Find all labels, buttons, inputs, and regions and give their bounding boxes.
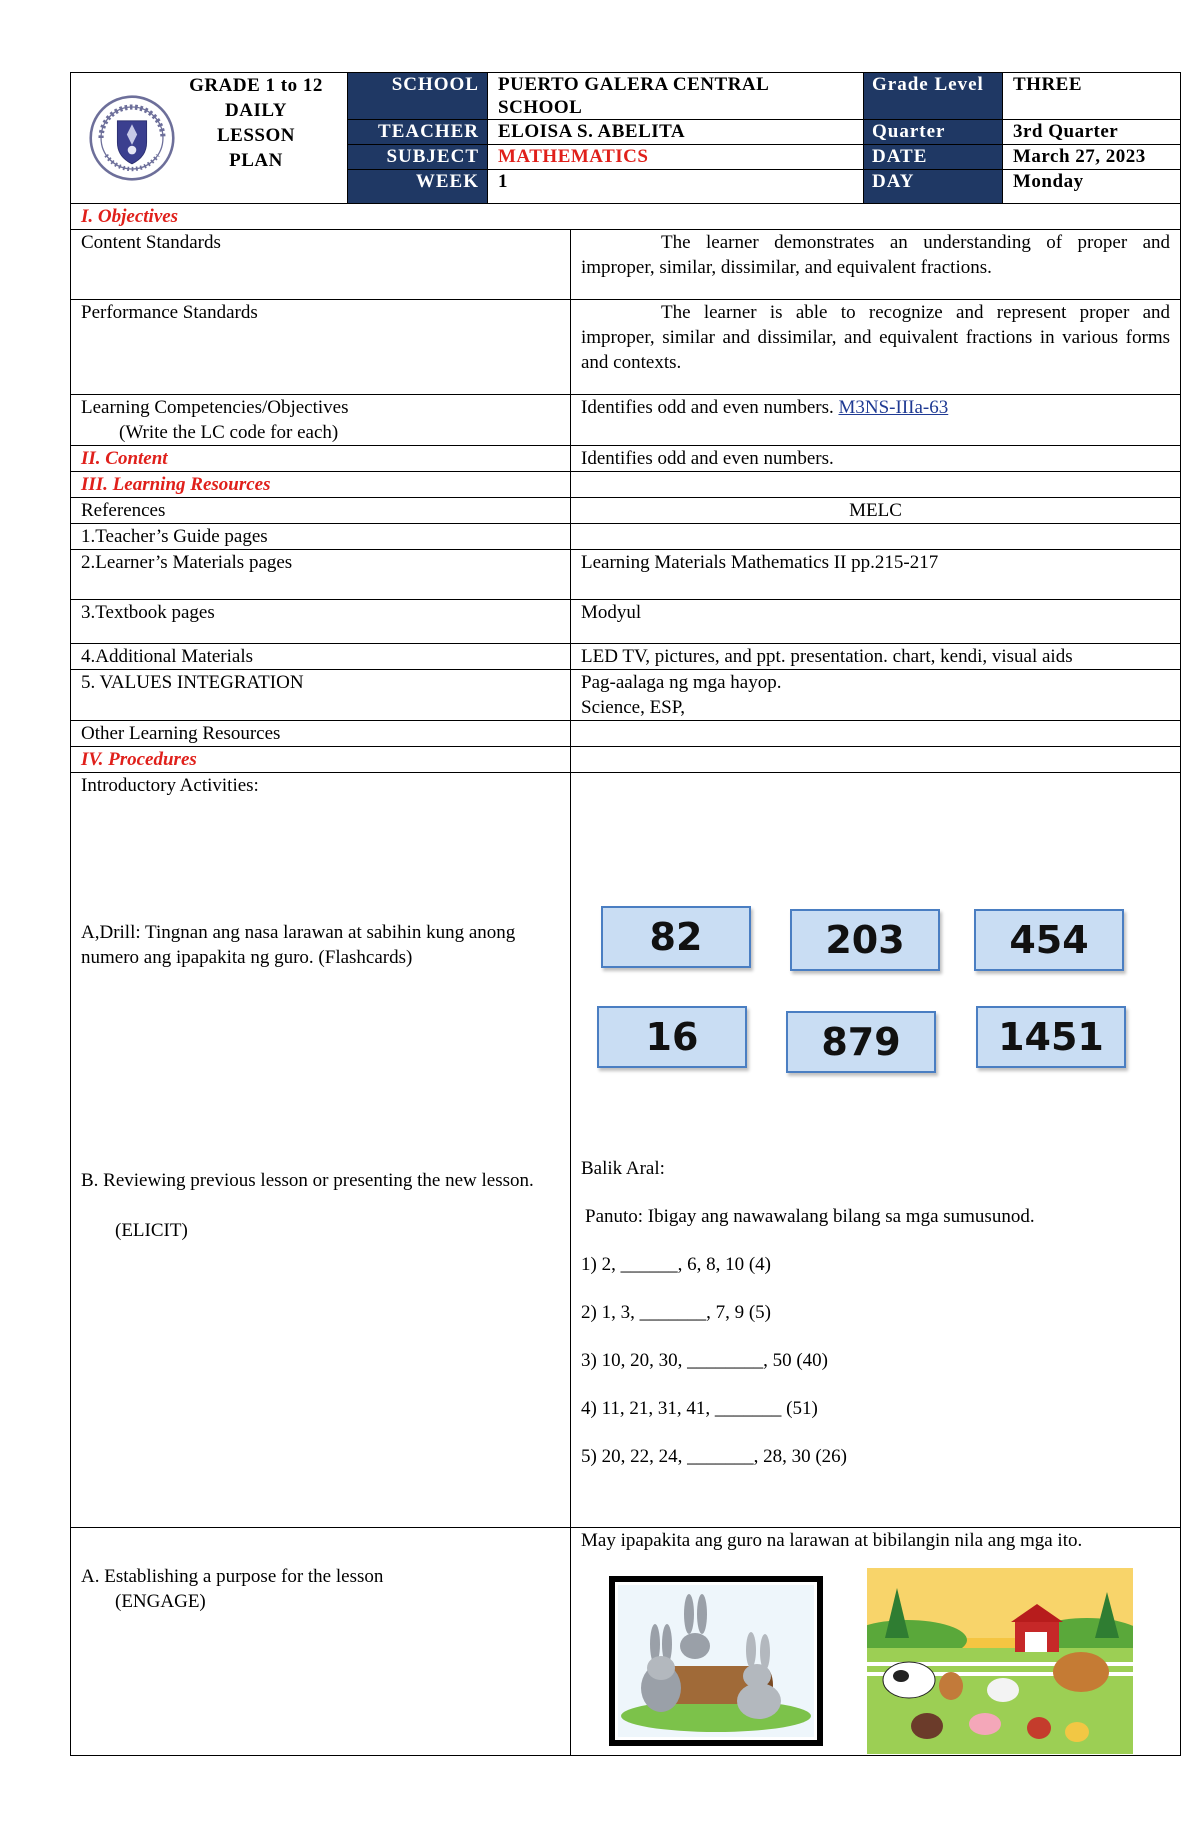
grade-level-value: THREE xyxy=(1003,73,1181,120)
procedures-right-cell xyxy=(571,773,1181,1528)
school-value: PUERTO GALERA CENTRAL SCHOOL xyxy=(488,73,864,120)
date-label: DATE xyxy=(864,145,1003,170)
subject-label: SUBJECT xyxy=(348,145,488,170)
school-label: SCHOOL xyxy=(348,73,488,120)
references-value: MELC xyxy=(571,498,1181,524)
farm-animals-picture xyxy=(867,1568,1133,1754)
quarter-label: Quarter xyxy=(864,120,1003,145)
flashcard: 879 xyxy=(786,1011,936,1073)
section-content: II. Content xyxy=(71,446,571,472)
content-standards-label: Content Standards xyxy=(71,230,571,300)
additional-materials-label: 4.Additional Materials xyxy=(71,644,571,670)
learning-competencies-label: Learning Competencies/Objectives xyxy=(81,397,349,418)
content-standards-value: The learner demonstrates an understanding of proper and improper, similar, dissimilar, and equivalent fractions. xyxy=(571,230,1181,300)
learning-competencies-value: Identifies odd and even numbers. xyxy=(581,397,839,418)
elicit-item: 3) 10, 20, 30, ________, 50 (40) xyxy=(581,1350,828,1371)
learners-materials-label: 2.Learner’s Materials pages xyxy=(71,550,571,600)
learning-competencies-cell xyxy=(71,395,571,446)
engage-value: May ipapakita ang guro na larawan at bibilangin nila ang mga ito. xyxy=(581,1530,1083,1551)
grade-level-label: Grade Level xyxy=(864,73,1003,120)
other-resources-value xyxy=(571,721,1181,747)
lesson-plan-table xyxy=(70,203,1181,1756)
values-integration-line1: Pag-aalaga ng mga hayop. xyxy=(581,672,782,693)
values-integration-line2: Science, ESP, xyxy=(581,697,685,718)
engage-left-cell xyxy=(71,1528,571,1756)
review-sub-label: (ELICIT) xyxy=(115,1220,188,1241)
subject-value: MATHEMATICS xyxy=(488,145,864,170)
plan-title: GRADE 1 to 12 DAILY LESSON PLAN xyxy=(189,75,323,171)
elicit-item: 5) 20, 22, 24, _______, 28, 30 (26) xyxy=(581,1446,847,1467)
day-label: DAY xyxy=(864,170,1003,204)
lc-code-link[interactable]: M3NS-IIIa-63 xyxy=(838,397,949,418)
performance-standards-value: The learner is able to recognize and represent proper and improper, similar and dissimilar, and equivalent fractions in various forms and contexts. xyxy=(571,300,1181,395)
references-label: References xyxy=(71,498,571,524)
week-value: 1 xyxy=(488,170,864,204)
content-value: Identifies odd and even numbers. xyxy=(571,446,1181,472)
flashcard: 454 xyxy=(974,909,1124,971)
learning-competencies-sub: (Write the LC code for each) xyxy=(119,422,339,443)
review-label: B. Reviewing previous lesson or presenting the new lesson. xyxy=(81,1170,534,1191)
engage-sub-label: (ENGAGE) xyxy=(115,1591,206,1612)
logo-title-cell xyxy=(71,73,348,204)
teachers-guide-value xyxy=(571,524,1181,550)
header-table xyxy=(70,72,1181,204)
elicit-item: 2) 1, 3, _______, 7, 9 (5) xyxy=(581,1302,771,1323)
date-value: March 27, 2023 xyxy=(1003,145,1181,170)
engage-label: A. Establishing a purpose for the lesson xyxy=(81,1566,384,1587)
rabbits-picture xyxy=(609,1576,823,1746)
deped-seal-icon xyxy=(89,95,175,181)
elicit-item: 1) 2, ______, 6, 8, 10 (4) xyxy=(581,1254,771,1275)
learners-materials-value: Learning Materials Mathematics II pp.215-217 xyxy=(571,550,1181,600)
elicit-instruction: Panuto: Ibigay ang nawawalang bilang sa mga sumusunod. xyxy=(585,1206,1035,1227)
values-integration-value xyxy=(571,670,1181,721)
teachers-guide-label: 1.Teacher’s Guide pages xyxy=(71,524,571,550)
flashcard: 82 xyxy=(601,906,751,968)
quarter-value: 3rd Quarter xyxy=(1003,120,1181,145)
additional-materials-value: LED TV, pictures, and ppt. presentation. chart, kendi, visual aids xyxy=(571,644,1181,670)
textbook-value: Modyul xyxy=(571,600,1181,644)
performance-standards-label: Performance Standards xyxy=(71,300,571,395)
section-objectives: I. Objectives xyxy=(71,204,1181,230)
week-label: WEEK xyxy=(348,170,488,204)
other-resources-label: Other Learning Resources xyxy=(71,721,571,747)
learning-competencies-value-cell xyxy=(571,395,1181,446)
textbook-label: 3.Textbook pages xyxy=(71,600,571,644)
elicit-title: Balik Aral: xyxy=(581,1158,665,1179)
flashcard: 203 xyxy=(790,909,940,971)
teacher-label: TEACHER xyxy=(348,120,488,145)
section-learning-resources: III. Learning Resources xyxy=(71,472,571,498)
flashcard: 16 xyxy=(597,1006,747,1068)
elicit-block xyxy=(581,1156,1161,1492)
teacher-value: ELOISA S. ABELITA xyxy=(488,120,864,145)
drill-label: A,Drill: Tingnan ang nasa larawan at sabihin kung anong numero ang ipapakita ng guro. (Flashcards) xyxy=(81,922,516,968)
values-integration-label: 5. VALUES INTEGRATION xyxy=(71,670,571,721)
learning-resources-empty xyxy=(571,472,1181,498)
procedures-left-cell xyxy=(71,773,571,1528)
day-value: Monday xyxy=(1003,170,1181,204)
elicit-item: 4) 11, 21, 31, 41, _______ (51) xyxy=(581,1398,818,1419)
section-procedures: IV. Procedures xyxy=(71,747,571,773)
lesson-plan-page xyxy=(70,72,1180,1756)
flashcard: 1451 xyxy=(976,1006,1126,1068)
procedures-empty xyxy=(571,747,1181,773)
engage-right-cell xyxy=(571,1528,1181,1756)
introductory-activities-label: Introductory Activities: xyxy=(81,775,259,796)
